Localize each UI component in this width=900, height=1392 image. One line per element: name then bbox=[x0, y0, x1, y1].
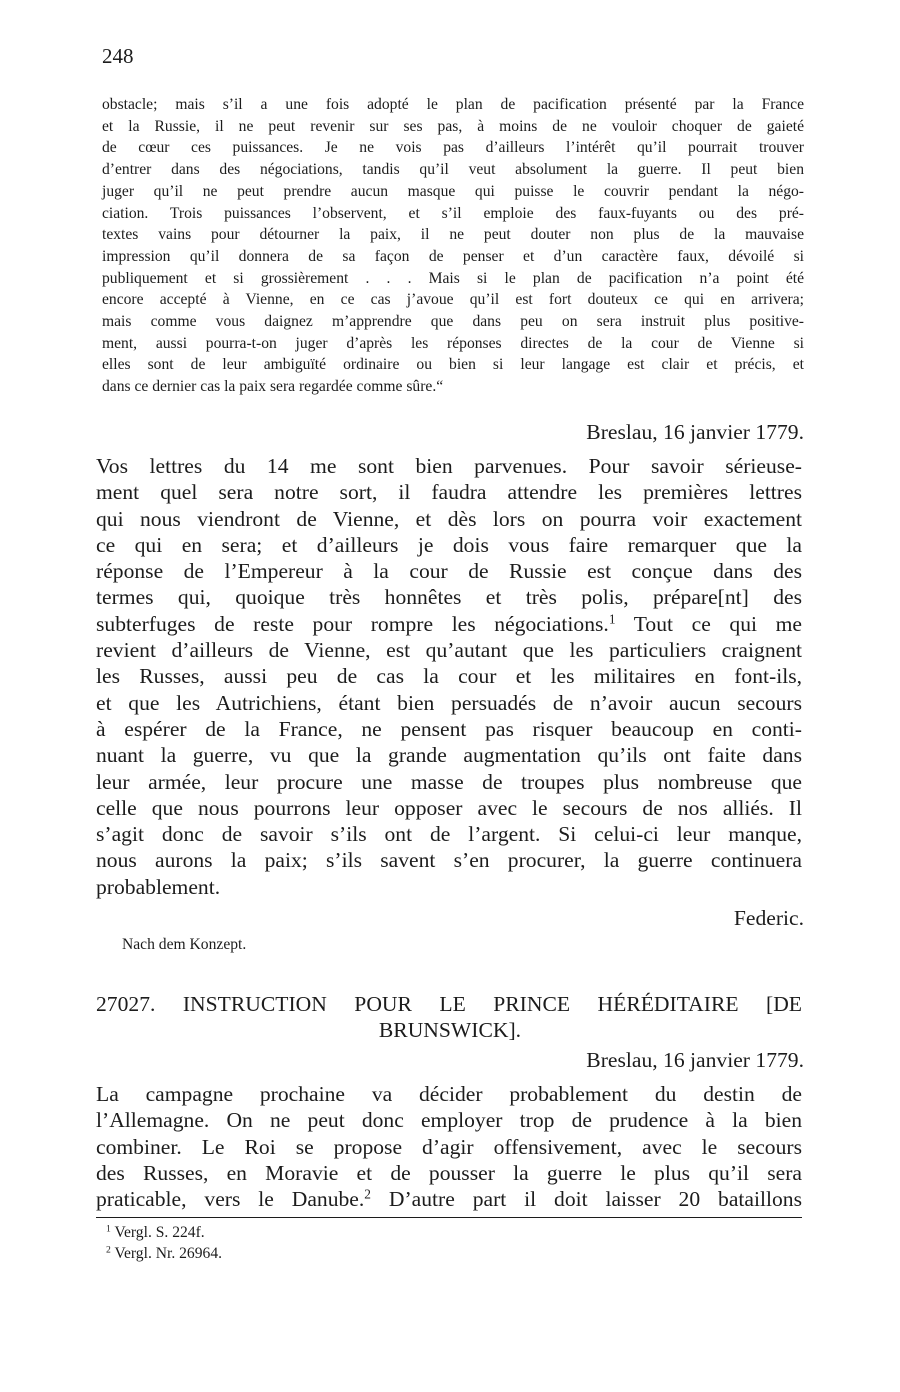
footnote bbox=[106, 1222, 222, 1243]
instruction-body bbox=[96, 1081, 802, 1212]
letter-line: les Russes, aussi peu de cas la cour et les militaires en font-ils, bbox=[96, 664, 802, 689]
quote-line: ment, aussi pourra-t-on juger d’après les réponses directes de la cour de Vienne si bbox=[102, 334, 804, 352]
footnote-mark: 2 bbox=[364, 1186, 371, 1202]
quote-line: obstacle; mais s’il a une fois adopté le plan de pacification présenté par la France bbox=[102, 96, 804, 113]
instruction-line: La campagne prochaine va décider probablement du destin de bbox=[96, 1082, 802, 1106]
letter-line-tail: Tout ce qui me bbox=[615, 611, 802, 636]
instruction-line-tail: D’autre part il doit laisser 20 bataillons bbox=[370, 1187, 802, 1212]
quote-line: mais comme vous daignez m’apprendre que dans peu on sera instruit plus positive- bbox=[102, 313, 804, 331]
quote-line: ciation. Trois puissances l’observent, et s’il emploie des faux-fuyants ou des pré- bbox=[102, 204, 804, 222]
quote-line: textes vains pour détourner la paix, il ne peut douter non plus de la mauvaise bbox=[102, 226, 804, 244]
quote-line: de cœur ces puissances. Je ne vois pas d’ailleurs l’intérêt qu’il pourrait trouver bbox=[102, 139, 804, 157]
footnote-mark: 1 bbox=[608, 611, 616, 627]
letter-line: leur armée, leur procure une masse de troupes plus nombreuse que bbox=[96, 769, 802, 794]
source-note: Nach dem Konzept. bbox=[122, 936, 247, 953]
letter-line: et que les Autrichiens, étant bien persuadés de n’avoir aucun secours bbox=[96, 690, 802, 715]
quote-line: d’entrer dans des négociations, tandis qu’il veut absolument la guerre. Il peut bien bbox=[102, 161, 804, 179]
letter-line-text: subterfuges de reste pour rompre les négociations. bbox=[96, 611, 609, 636]
instruction-line-with-footnote bbox=[96, 1186, 802, 1212]
footnote-number: 1 bbox=[106, 1223, 111, 1235]
letter-body bbox=[96, 453, 802, 900]
footnotes bbox=[106, 1222, 222, 1264]
letter-line: à espérer de la France, ne pensent pas risquer beaucoup en conti- bbox=[96, 716, 802, 741]
letter-line: réponse de l’Empereur à la cour de Russie est conçue dans des bbox=[96, 559, 802, 584]
quote-line: publiquement et si grossièrement . . . Mais si le plan de pacification n’a point été bbox=[102, 269, 804, 287]
quote-line: et la Russie, il ne peut revenir sur ses pas, à moins de ne vouloir choquer de gaieté bbox=[102, 117, 804, 135]
letter-line: Vos lettres du 14 me sont bien parvenues. Pour savoir sérieuse- bbox=[96, 454, 802, 478]
letter-line: s’agit donc de savoir s’ils ont de l’argent. Si celui-ci leur manque, bbox=[96, 822, 802, 847]
letter-line-with-footnote bbox=[96, 611, 802, 637]
letter-line: ment quel sera notre sort, il faudra attendre les premières lettres bbox=[96, 480, 802, 505]
footnote-number: 2 bbox=[106, 1244, 111, 1256]
letter-line: revient d’ailleurs de Vienne, est qu’autant que les particuliers craignent bbox=[96, 638, 802, 663]
quote-line: impression qu’il donnera de sa façon de penser et d’un caractère faux, dévoilé si bbox=[102, 247, 804, 265]
instruction-dateline: Breslau, 16 janvier 1779. bbox=[586, 1048, 804, 1072]
footnote-divider bbox=[96, 1217, 802, 1218]
footnote-text: Vergl. Nr. 26964. bbox=[110, 1245, 223, 1262]
instruction-line: l’Allemagne. On ne peut donc employer trop de prudence à la bien bbox=[96, 1108, 802, 1133]
footnote bbox=[106, 1243, 222, 1264]
letter-dateline: Breslau, 16 janvier 1779. bbox=[586, 420, 804, 444]
letter-line: celle que nous pourrons leur opposer avec le secours de nos alliés. Il bbox=[96, 795, 802, 820]
document-heading: 27027. INSTRUCTION POUR LE PRINCE HÉRÉDITAIRE [DE bbox=[96, 992, 802, 1016]
instruction-line: des Russes, en Moravie et de pousser la guerre le plus qu’il sera bbox=[96, 1160, 802, 1185]
page-number: 248 bbox=[102, 44, 134, 68]
document-heading-continued: BRUNSWICK]. bbox=[378, 1018, 522, 1042]
instruction-line-text: praticable, vers le Danube. bbox=[96, 1187, 365, 1212]
quoted-passage bbox=[102, 94, 804, 398]
quote-line: dans ce dernier cas la paix sera regardée comme sûre.“ bbox=[102, 378, 444, 396]
letter-line: nous aurons la paix; s’ils savent s’en procurer, la guerre continuera bbox=[96, 848, 802, 873]
quote-line: juger qu’il ne peut prendre aucun masque qui puisse le couvrir pendant la négo- bbox=[102, 182, 804, 200]
letter-signature: Federic. bbox=[733, 906, 804, 930]
letter-line: ce qui en sera; et d’ailleurs je dois vous faire remarquer que la bbox=[96, 532, 802, 557]
letter-line: nuant la guerre, vu que la grande augmentation qu’ils ont faite dans bbox=[96, 743, 802, 768]
letter-line: termes qui, quoique très honnêtes et très polis, prépare[nt] des bbox=[96, 585, 802, 610]
quote-line: encore accepté à Vienne, en ce cas j’avoue qu’il est fort douteux ce qui en arrivera; bbox=[102, 291, 804, 309]
letter-line: probablement. bbox=[96, 874, 221, 899]
letter-line: qui nous viendront de Vienne, et dès lors on pourra voir exactement bbox=[96, 506, 802, 531]
quote-line: elles sont de leur ambiguïté ordinaire ou bien si leur langage est clair et précis, et bbox=[102, 356, 804, 374]
footnote-text: Vergl. S. 224f. bbox=[110, 1224, 205, 1241]
instruction-line: combiner. Le Roi se propose d’agir offensivement, avec le secours bbox=[96, 1134, 802, 1159]
